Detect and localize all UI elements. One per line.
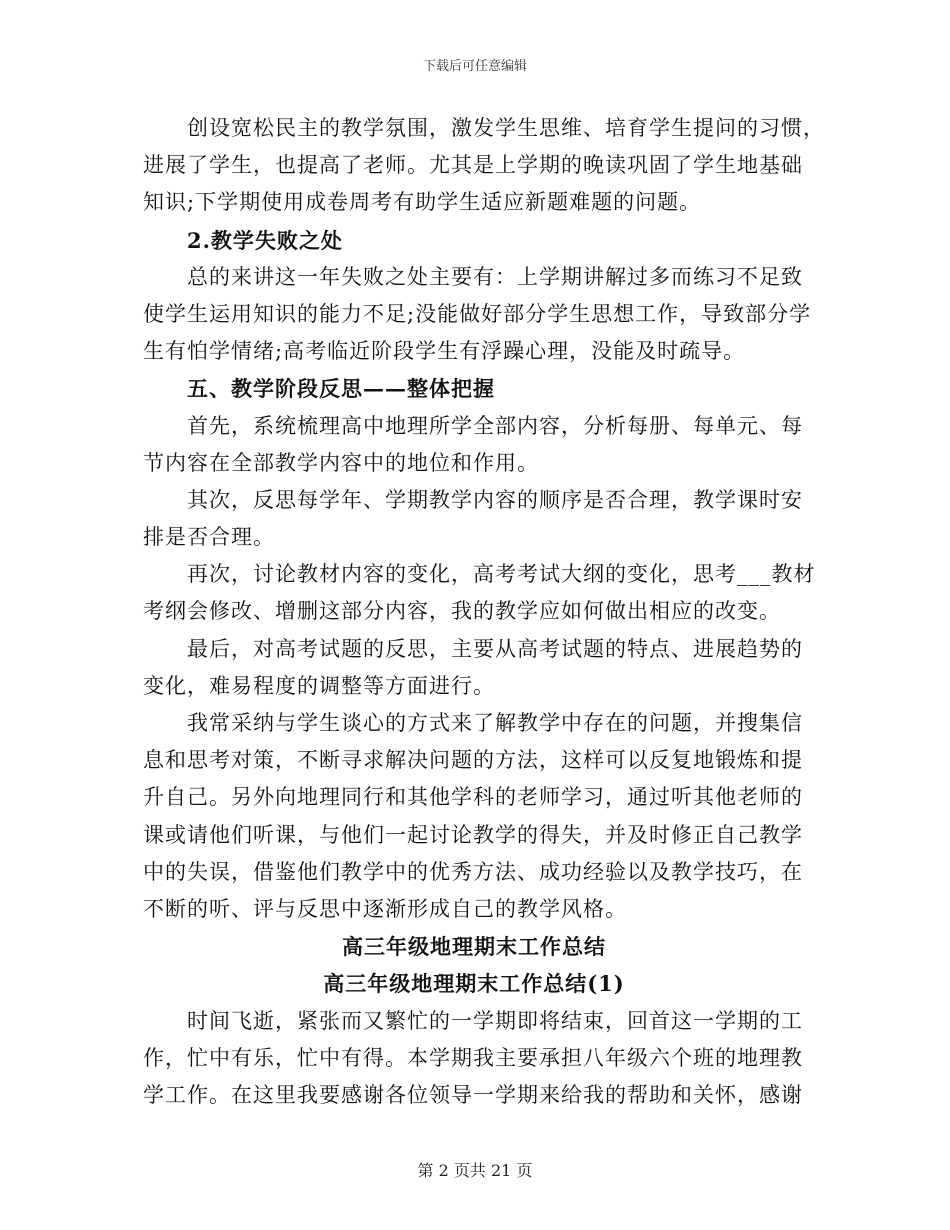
page-header: 下载后可任意编辑 <box>422 59 527 74</box>
paragraph-line: 进展了学生，也提高了老师。尤其是上学期的晚读巩固了学生地基础 <box>143 153 803 178</box>
paragraph-line: 不断的听、评与反思中逐渐形成自己的教学风格。 <box>143 896 627 921</box>
document-title: 高三年级地理期末工作总结 <box>342 934 606 960</box>
paragraph-line: 我常采纳与学生谈心的方式来了解教学中存在的问题，并搜集信 <box>187 711 803 735</box>
section-heading: 五、教学阶段反思——整体把握 <box>187 376 495 402</box>
paragraph-line: 考纲会修改、增删这部分内容，我的教学应如何做出相应的改变。 <box>143 599 781 624</box>
paragraph-line: 再次，讨论教材内容的变化，高考考试大纲的变化，思考___教材 <box>187 562 816 587</box>
paragraph-line: 其次，反思每学年、学期教学内容的顺序是否合理，教学课时安 <box>187 487 803 512</box>
paragraph-line: 知识;下学期使用成卷周考有助学生适应新题难题的问题。 <box>143 190 702 215</box>
section-heading: 2.教学失败之处 <box>187 227 343 253</box>
document-subtitle: 高三年级地理期末工作总结(1) <box>323 971 625 997</box>
paragraph-line: 升自己。另外向地理同行和其他学科的老师学习，通过听其他老师的 <box>143 785 803 810</box>
document-body <box>143 110 825 1114</box>
paragraph-line: 时间飞逝，紧张而又繁忙的一学期即将结束，回首这一学期的工 <box>187 1008 803 1033</box>
paragraph-line: 首先，系统梳理高中地理所学全部内容，分析每册、每单元、每 <box>187 413 803 438</box>
paragraph-line: 节内容在全部教学内容中的地位和作用。 <box>143 450 539 475</box>
paragraph-line: 中的失误，借鉴他们教学中的优秀方法、成功经验以及教学技巧，在 <box>143 859 803 884</box>
paragraph-line: 排是否合理。 <box>143 525 275 550</box>
paragraph-line: 课或请他们听课，与他们一起讨论教学的得失，并及时修正自己教学 <box>143 822 803 847</box>
paragraph-line: 创设宽松民主的教学氛围，激发学生思维、培育学生提问的习惯， <box>187 116 825 140</box>
paragraph-line: 最后，对高考试题的反思，主要从高考试题的特点、进展趋势的 <box>187 636 803 661</box>
paragraph-line: 使学生运用知识的能力不足;没能做好部分学生思想工作，导致部分学 <box>143 301 812 326</box>
paragraph-line: 学工作。在这里我要感谢各位领导一学期来给我的帮助和关怀，感谢 <box>143 1082 803 1107</box>
paragraph-line: 作，忙中有乐，忙中有得。本学期我主要承担八年级六个班的地理教 <box>143 1045 803 1070</box>
paragraph-line: 生有怕学情绪;高考临近阶段学生有浮躁心理，没能及时疏导。 <box>143 339 746 364</box>
page-number: 第 2 页共 21 页 <box>417 1161 533 1180</box>
paragraph-line: 息和思考对策，不断寻求解决问题的方法，这样可以反复地锻炼和提 <box>143 748 803 773</box>
paragraph-line: 总的来讲这一年失败之处主要有：上学期讲解过多而练习不足致 <box>187 264 803 289</box>
paragraph-line: 变化，难易程度的调整等方面进行。 <box>143 673 495 698</box>
